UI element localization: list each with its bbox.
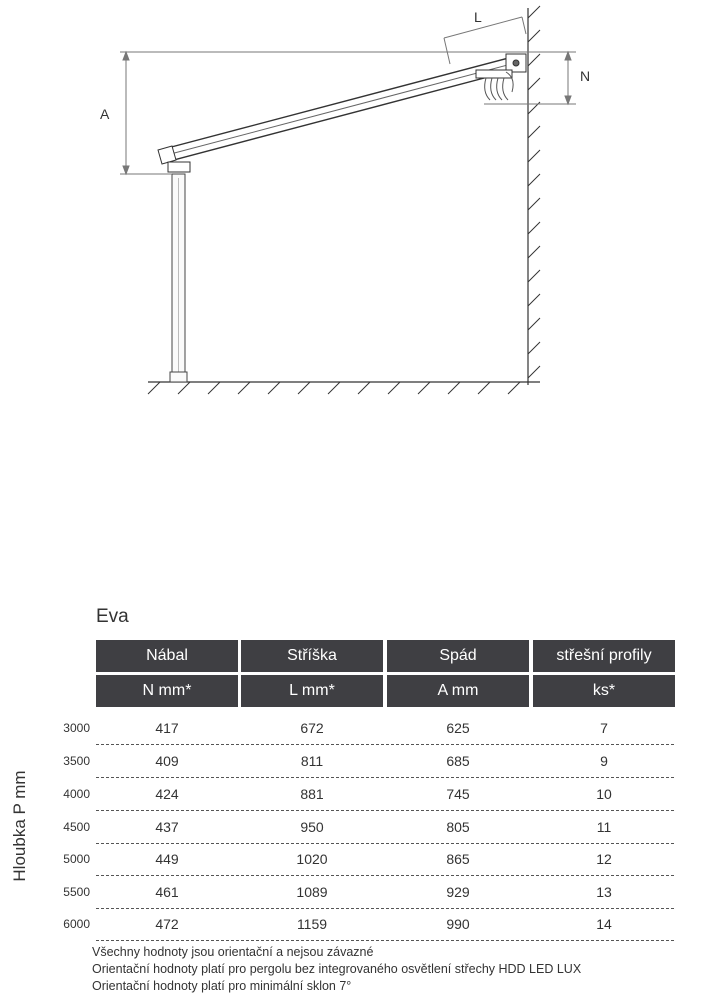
cell-l: 1089 <box>296 884 328 900</box>
header-stresni-profily <box>533 640 675 672</box>
cell-a: 625 <box>446 720 470 736</box>
cell-n: 461 <box>155 884 179 900</box>
wall <box>528 6 540 385</box>
cell-l: 1159 <box>296 916 328 932</box>
table-row <box>96 745 674 778</box>
y-axis-label: Hloubka P mm <box>10 770 29 882</box>
header-unit-a <box>387 675 529 707</box>
cell-ks: 12 <box>596 851 612 867</box>
ground <box>148 382 540 394</box>
row-label-depth: 4000 <box>63 787 90 801</box>
cell-n: 409 <box>155 753 179 769</box>
cell-l: 811 <box>300 753 324 769</box>
cell-a: 865 <box>446 851 470 867</box>
cell-l: 950 <box>300 819 324 835</box>
cell-l: 881 <box>300 786 324 802</box>
cell-ks: 11 <box>596 819 612 835</box>
pergola-diagram <box>0 0 708 440</box>
cell-ks: 7 <box>600 720 608 736</box>
footnote: Orientační hodnoty platí pro minimální sklon 7° <box>92 979 352 993</box>
row-label-depth: 6000 <box>63 917 90 931</box>
cell-ks: 9 <box>600 753 608 769</box>
row-label-depth: 3000 <box>63 721 90 735</box>
row-label-depth: 4500 <box>63 820 90 834</box>
cell-n: 472 <box>155 916 179 932</box>
post <box>170 174 187 382</box>
header-label: Nábal <box>146 647 188 664</box>
table-row <box>96 908 674 941</box>
cell-a: 685 <box>446 753 470 769</box>
row-label-depth: 3500 <box>63 754 90 768</box>
header-striska <box>241 640 383 672</box>
header-unit: A mm <box>437 682 479 699</box>
header-unit: N mm* <box>142 682 192 699</box>
table-title: Eva <box>96 606 129 627</box>
table-row <box>96 843 674 876</box>
table-row <box>96 778 674 811</box>
cell-n: 424 <box>155 786 179 802</box>
row-label-depth: 5000 <box>63 852 90 866</box>
cell-a: 805 <box>446 819 470 835</box>
cell-n: 437 <box>155 819 179 835</box>
cell-l: 672 <box>300 720 324 736</box>
header-nabal <box>96 640 238 672</box>
table-row <box>96 876 674 909</box>
table-row <box>96 811 674 844</box>
cell-n: 417 <box>155 720 179 736</box>
footnote: Všechny hodnoty jsou orientační a nejsou závazné <box>92 945 374 959</box>
header-label: Spád <box>439 647 477 664</box>
header-unit-l <box>241 675 383 707</box>
cell-a: 990 <box>446 916 470 932</box>
header-unit-ks <box>533 675 675 707</box>
cell-ks: 10 <box>596 786 612 802</box>
label-l: L <box>474 9 482 25</box>
cell-l: 1020 <box>296 851 328 867</box>
cell-n: 449 <box>155 851 179 867</box>
footnote: Orientační hodnoty platí pro pergolu bez integrovaného osvětlení střechy HDD LED LUX <box>92 962 582 976</box>
header-unit: L mm* <box>289 682 335 699</box>
cell-a: 929 <box>446 884 470 900</box>
row-label-depth: 5500 <box>63 885 90 899</box>
header-unit: ks* <box>592 682 616 699</box>
header-spad <box>387 640 529 672</box>
cell-ks: 13 <box>596 884 612 900</box>
header-label: Stříška <box>287 647 337 664</box>
cell-ks: 14 <box>596 916 612 932</box>
label-a: A <box>100 106 110 122</box>
roof-beam <box>158 56 522 172</box>
header-unit-n <box>96 675 238 707</box>
label-n: N <box>580 68 591 84</box>
table-row <box>96 712 674 745</box>
cell-a: 745 <box>446 786 470 802</box>
header-label: střešní profily <box>556 647 652 664</box>
